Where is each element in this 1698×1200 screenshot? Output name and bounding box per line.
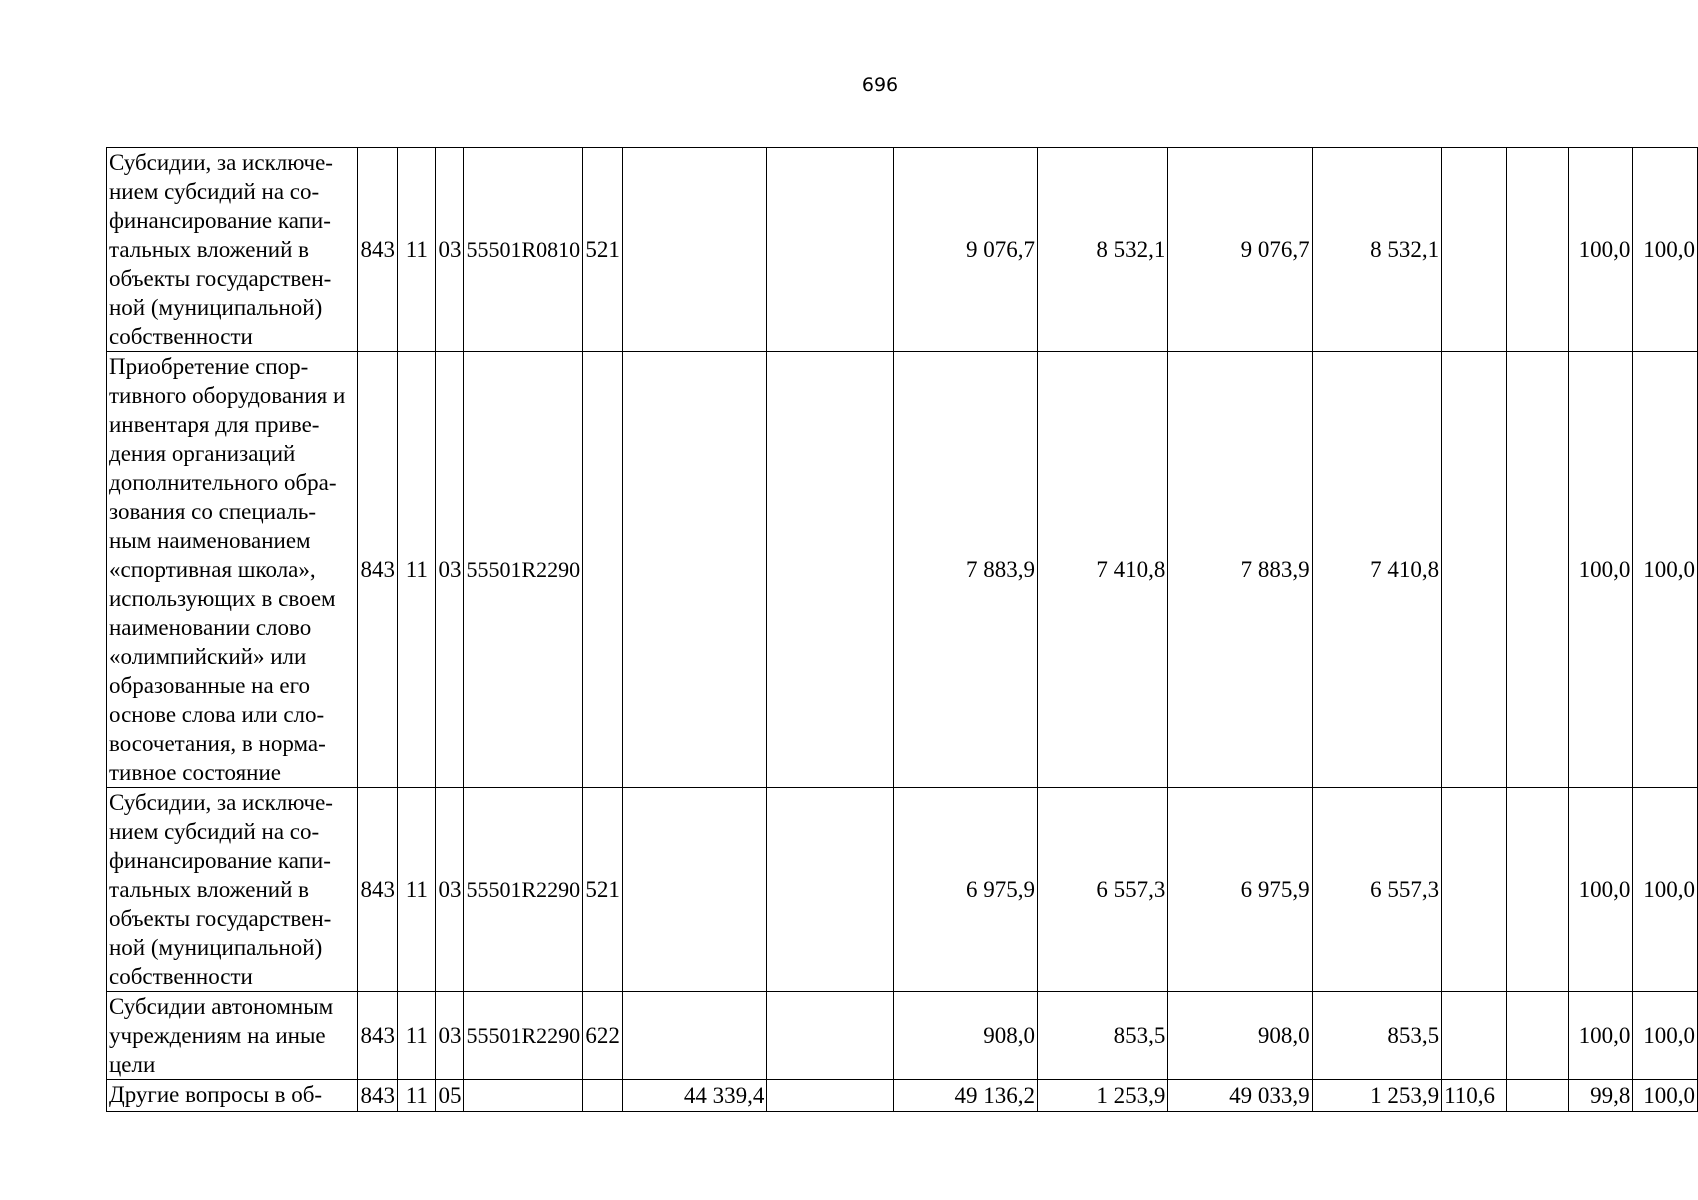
ved-code: 843	[358, 1080, 398, 1112]
value-col-3: 6 975,9	[893, 788, 1037, 992]
pr-code: 03	[436, 148, 464, 352]
value-col-7	[1442, 352, 1506, 788]
value-col-7	[1442, 148, 1506, 352]
value-col-5: 9 076,7	[1168, 148, 1312, 352]
value-col-8	[1506, 992, 1568, 1080]
value-col-8	[1506, 1080, 1568, 1112]
value-col-3: 908,0	[893, 992, 1037, 1080]
vr-code: 622	[583, 992, 623, 1080]
value-col-5: 6 975,9	[1168, 788, 1312, 992]
page-number: 696	[861, 74, 899, 96]
value-col-7: 110,6	[1442, 1080, 1506, 1112]
rz-code: 11	[398, 352, 436, 788]
vr-code	[583, 352, 623, 788]
value-col-10: 100,0	[1633, 788, 1698, 992]
table-row	[107, 352, 1698, 788]
csr-code	[464, 1080, 583, 1112]
value-col-6: 7 410,8	[1312, 352, 1441, 788]
row-name: Другие вопросы в об-	[107, 1080, 358, 1112]
ved-code: 843	[358, 788, 398, 992]
value-col-9: 100,0	[1568, 352, 1633, 788]
csr-code: 55501R2290	[464, 788, 583, 992]
value-col-9: 100,0	[1568, 992, 1633, 1080]
value-col-4: 8 532,1	[1037, 148, 1167, 352]
csr-code: 55501R0810	[464, 148, 583, 352]
vr-code	[583, 1080, 623, 1112]
value-col-2	[767, 148, 893, 352]
csr-code: 55501R2290	[464, 352, 583, 788]
csr-code: 55501R2290	[464, 992, 583, 1080]
value-col-5: 908,0	[1168, 992, 1312, 1080]
value-col-7	[1442, 788, 1506, 992]
pr-code: 05	[436, 1080, 464, 1112]
row-name: Субсидии, за исключе-нием субсидий на со-финансирование капи-тальных вложений в объекты государствен-ной (муниципальной) собственности	[107, 148, 358, 352]
rz-code: 11	[398, 992, 436, 1080]
table-row	[107, 788, 1698, 992]
row-name: Субсидии, за исключе-нием субсидий на со-финансирование капи-тальных вложений в объекты государствен-ной (муниципальной) собственности	[107, 788, 358, 992]
value-col-2	[767, 992, 893, 1080]
value-col-6: 6 557,3	[1312, 788, 1441, 992]
ved-code: 843	[358, 352, 398, 788]
table-row	[107, 1080, 1698, 1112]
value-col-9: 100,0	[1568, 788, 1633, 992]
ved-code: 843	[358, 992, 398, 1080]
value-col-7	[1442, 992, 1506, 1080]
value-col-1: 44 339,4	[623, 1080, 767, 1112]
vr-code: 521	[583, 788, 623, 992]
rz-code: 11	[398, 788, 436, 992]
pr-code: 03	[436, 352, 464, 788]
value-col-4: 1 253,9	[1037, 1080, 1167, 1112]
value-col-9: 99,8	[1568, 1080, 1633, 1112]
value-col-1	[623, 148, 767, 352]
value-col-6: 853,5	[1312, 992, 1441, 1080]
row-name: Субсидии автономным учреждениям на иные цели	[107, 992, 358, 1080]
value-col-4: 6 557,3	[1037, 788, 1167, 992]
value-col-10: 100,0	[1633, 352, 1698, 788]
rz-code: 11	[398, 1080, 436, 1112]
value-col-2	[767, 352, 893, 788]
value-col-8	[1506, 352, 1568, 788]
value-col-8	[1506, 788, 1568, 992]
value-col-2	[767, 788, 893, 992]
value-col-3: 9 076,7	[893, 148, 1037, 352]
value-col-6: 1 253,9	[1312, 1080, 1441, 1112]
row-name: Приобретение спор-тивного оборудования и инвентаря для приве-дения организаций дополнительного обра-зования со специаль-ным наименованием «спортивная школа», использующих в своем наименовании слово «олимпийский» или образованные на его основе слова или сло-восочетания, в норма-тивное состояние	[107, 352, 358, 788]
value-col-10: 100,0	[1633, 1080, 1698, 1112]
value-col-10: 100,0	[1633, 148, 1698, 352]
value-col-8	[1506, 148, 1568, 352]
value-col-3: 7 883,9	[893, 352, 1037, 788]
table-row	[107, 992, 1698, 1080]
value-col-6: 8 532,1	[1312, 148, 1441, 352]
value-col-4: 853,5	[1037, 992, 1167, 1080]
value-col-1	[623, 992, 767, 1080]
value-col-10: 100,0	[1633, 992, 1698, 1080]
pr-code: 03	[436, 788, 464, 992]
vr-code: 521	[583, 148, 623, 352]
value-col-4: 7 410,8	[1037, 352, 1167, 788]
value-col-5: 7 883,9	[1168, 352, 1312, 788]
value-col-9: 100,0	[1568, 148, 1633, 352]
value-col-1	[623, 352, 767, 788]
budget-table	[106, 147, 1698, 1112]
rz-code: 11	[398, 148, 436, 352]
table-row	[107, 148, 1698, 352]
value-col-5: 49 033,9	[1168, 1080, 1312, 1112]
value-col-1	[623, 788, 767, 992]
ved-code: 843	[358, 148, 398, 352]
pr-code: 03	[436, 992, 464, 1080]
value-col-2	[767, 1080, 893, 1112]
value-col-3: 49 136,2	[893, 1080, 1037, 1112]
